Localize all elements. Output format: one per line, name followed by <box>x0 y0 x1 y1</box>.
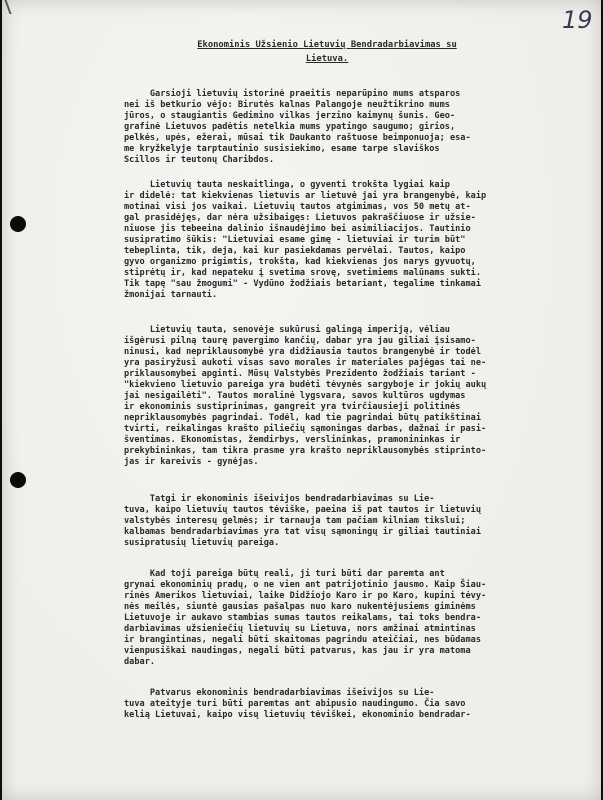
text-line: niuose jis tebeeina dalinio išnaudėjimo bei asimiliacijos. Tautinio <box>124 224 471 234</box>
text-line: rinės Amerikos lietuviai, laike Didžiojo Karo ir po Karo, kupini tėvy- <box>124 591 487 601</box>
text-line: Patvarus ekonominis bendradarbiavimas išeivijos su Lie- <box>124 688 435 698</box>
text-line: nės meilės, siuntė gausias pašalpas nuo karo nukentėjusiems giminėms <box>124 602 476 612</box>
text-line: išgėrusi pilną taurę pavergimo kančių, dabar yra jau giliai įsisamo- <box>124 336 476 346</box>
text-line: tuva, kaipo lietuvių tautos tėviške, paeina iš pat tautos ir lietuvių <box>124 505 481 515</box>
paragraph-1 <box>124 89 544 166</box>
paragraph-2 <box>124 180 544 301</box>
text-line: Tik tapę "sau žmogumi" - Vydūno žodžiais betariant, tegalime tinkamai <box>124 279 481 289</box>
corner-pencil-mark <box>4 0 21 14</box>
document-page <box>2 0 601 800</box>
text-line: žmonijai tarnauti. <box>124 290 218 300</box>
text-line: susipratusių lietuvių pareiga. <box>124 538 280 548</box>
text-line: valstybės interesų gelmės; ir tarnauja tam pačiam kilniam tikslui; <box>124 516 466 526</box>
text-line: kalbamas bendradarbiavimas yra tat visų sąmoningų ir giliai tautiniai <box>124 527 481 537</box>
text-line: "kiekvieno lietuvio pareiga yra budėti tėvynės sargyboje ir jokių aukų <box>124 380 487 390</box>
title-line-2: Lietuva. <box>305 54 349 64</box>
text-line: ir didelė: tat kiekvienas lietuvis ar lietuvė jai yra brangenybė, kaip <box>124 191 487 201</box>
title-line-1: Ekonominis Užsienio Lietuvių Bendradarbiavimas su <box>197 40 457 50</box>
paragraph-6 <box>124 688 544 721</box>
text-line: Kad toji pareiga būtų reali, ji turi būti dar paremta ant <box>124 569 445 579</box>
text-line: vienpusiškai naudingas, negali būti patvarus, kas jau ir yra matoma <box>124 646 471 656</box>
text-line: pelkės, upės, ežerai, mūsai tik Daukanto raštuose beimponuoja; esa- <box>124 133 471 143</box>
paragraph-5 <box>124 569 544 668</box>
text-line: ir ekonominis sustiprinimas, gangreit yra tvirčiausieji politinės <box>124 402 461 412</box>
text-line: gal prasidėjęs, dar nėra užsibaigęs: Lietuvos pakraščiuose ir užsie- <box>124 213 476 223</box>
text-line: kelią Lietuvai, kaipo visų lietuvių tėviškei, ekonominio bendradar- <box>124 710 471 720</box>
text-line: tuva ateityje turi būti paremtas ant abipusio naudingumo. Čia savo <box>124 699 466 709</box>
text-line: darbiavimas užsieniečių lietuvių su Lietuva, nors amžinai atmintinas <box>124 624 476 634</box>
text-line: stiprėtų ir, kad nepateku į svetima srovę, svetimiems malūnams sukti. <box>124 268 481 278</box>
text-line: jas ir kareivis - gynėjas. <box>124 457 259 467</box>
text-line: tvirti, reikalingas krašto piliečių sąmoningas darbas, dažnai ir pasi- <box>124 424 487 434</box>
punch-hole-top <box>10 216 26 232</box>
document-title <box>112 38 542 66</box>
text-line: gyvo organizmo prigimtis, trokšta, kad kiekvienas jos narys gyvuotų, <box>124 257 476 267</box>
text-line: nepriklausomybės pagrindai. Todėl, kad tie pagrindai būtų patikštinai <box>124 413 481 423</box>
text-line: Garsioji lietuvių istorinė praeitis neparūpino mums atsparos <box>124 89 461 99</box>
text-line: motinai visi jos vaikai. Lietuvių tautos atgimimas, vos 50 metų at- <box>124 202 471 212</box>
text-line: tebeplinta, tik, deja, kai kur pasiekdamas pervėlai. Tautos, kaipo <box>124 246 466 256</box>
text-line: šventimas. Ekonomistas, žemdirbys, verslininkas, pramonininkas ir <box>124 435 461 445</box>
text-line: susipratimo šūkis: "Lietuviai esame gimę - lietuviai ir turim būt" <box>124 235 466 245</box>
text-line: ir brangintinas, negali būti skaitomas pagrindu ateičiai, nes būdamas <box>124 635 481 645</box>
text-line: priklausomybei apginti. Mūsų Valstybės Prezidento žodžiais tariant - <box>124 369 476 379</box>
text-line: grafinė Lietuvos padėtis netelkia mums ypatingo saugumo; girios, <box>124 122 456 132</box>
text-line: Lietuvoje ir aukavo stambias sumas tautos reikalams, tai toks bendra- <box>124 613 481 623</box>
text-line: dabar. <box>124 657 156 667</box>
text-line: me kryžkelyje tarptautinio susisiekimo, esame tarpe slaviškos <box>124 144 440 154</box>
text-line: prekybininkas, tam tikra prasme yra krašto nepriklausomybės stiprinto- <box>124 446 487 456</box>
text-line: ninusi, kad nepriklausomybė yra didžiausia tautos brangenybė ir todėl <box>124 347 481 357</box>
handwritten-page-number: 19 <box>562 6 593 34</box>
punch-hole-bottom <box>10 472 26 488</box>
text-line: grynai ekonominių pradų, o ne vien ant patrijotinio jausmo. Kaip Šiau- <box>124 580 487 590</box>
paragraph-3 <box>124 325 544 468</box>
text-line: Scillos ir teutonų Charibdos. <box>124 155 275 165</box>
text-line: jai nesigailėti". Tautos moralinė lygsvara, savos kultūros ugdymas <box>124 391 466 401</box>
text-line: Tatgi ir ekonominis išeivijos bendradarbiavimas su Lie- <box>124 494 435 504</box>
text-line: Lietuvių tauta, senovėje sukūrusi galingą imperiją, vėliau <box>124 325 450 335</box>
text-line: jūros, o staugiantis Gedimino vilkas jerzino kaimynų šunis. Geo- <box>124 111 456 121</box>
text-line: Lietuvių tauta neskaitlinga, o gyventi trokšta lygiai kaip <box>124 180 450 190</box>
text-line: yra pasiryžusi aukoti visas savo morales ir materiales pajėgas tai ne- <box>124 358 487 368</box>
text-line: nei iš betkurio vėjo: Birutės kalnas Palangoje neužtikrino mums <box>124 100 450 110</box>
paragraph-4 <box>124 494 544 549</box>
